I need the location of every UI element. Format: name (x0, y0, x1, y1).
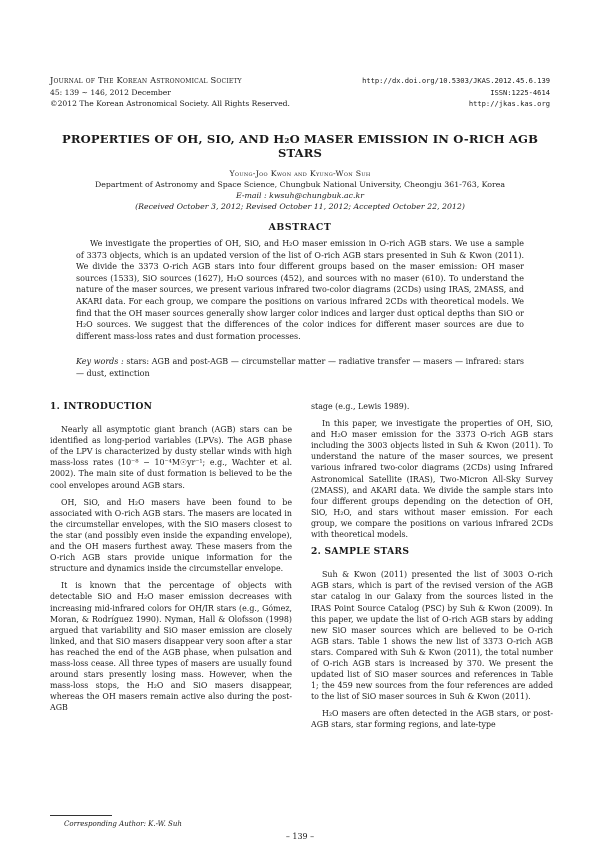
section-heading-sample-stars: 2. SAMPLE STARS (311, 546, 410, 558)
journal-copyright: ©2012 The Korean Astronomical Society. All Rights Reserved. (50, 99, 290, 108)
author-block (50, 168, 550, 212)
paragraph: In this paper, we investigate the properties of OH, SiO, and H₂O maser emission for the 3373 O-rich AGB stars including the 3003 objects listed in Suh & Kwon (2011). To understand the nature of the maser sources, we present various infrared two-color diagrams (2CDs) using Infrared Astronomical Satellite (IRAS), Two-Micron All-Sky Survey (2MASS), and AKARI data. We divide the sample stars into four different groups depending on the detection of OH, SiO, H₂O, and stars without maser emission. For each group, we compare the positions on various infrared 2CDs with theoretical models. (311, 419, 553, 540)
keywords-label: Key words : (76, 357, 124, 366)
journal-name: Journal of The Korean Astronomical Society (50, 75, 242, 85)
journal-volume: 45: 139 ∼ 146, 2012 December (50, 87, 171, 97)
right-column (311, 401, 553, 737)
paragraph: stage (e.g., Lewis 1989). (311, 402, 410, 411)
footnote-rule (50, 815, 112, 816)
journal-header (50, 75, 290, 110)
paragraph: H₂O masers are often detected in the AGB stars, or post-AGB stars, star forming regions, and late-type (311, 709, 553, 730)
doi-link[interactable]: http://dx.doi.org/10.5303/JKAS.2012.45.6.139 (362, 76, 550, 85)
page-number: – 139 – (285, 832, 315, 841)
left-column (50, 401, 292, 719)
issn: ISSN:1225-4614 (490, 87, 550, 97)
paragraph: It is known that the percentage of objects with detectable SiO and H₂O maser emission decreases with increasing mid-infrared colors for OH/IR stars (e.g., Gómez, Moran, & Rodríguez 1990). Nyman, Hall & Olofsson (1998) argued that variability and SiO maser emission are closely linked, and that SiO masers disappear very soon after a star has reached the end of the AGB phase, when pulsation and mass-loss cease. All three types of masers are usually found around stars presently losing mass. However, when the mass-loss stops, the H₂O and SiO masers disappear, whereas the OH masers remain active also during the post-AGB (50, 581, 292, 713)
footnote: Corresponding Author: K.-W. Suh (64, 820, 182, 828)
abstract-heading: ABSTRACT (268, 222, 332, 233)
email: E-mail : kwsuh@chungbuk.ac.kr (236, 191, 364, 200)
paragraph: Nearly all asymptotic giant branch (AGB) stars can be identified as long-period variables (LPVs). The AGB phase of the LPV is characterized by dusty stellar winds with high mass-loss rates (10⁻⁸ − 10⁻⁴M☉yr⁻¹; e.g., Wachter et al. 2002). The main site of dust formation is believed to be the cool envelopes around AGB stars. (50, 425, 292, 490)
paragraph: OH, SiO, and H₂O masers have been found to be associated with O-rich AGB stars. The masers are located in the circumstellar envelopes, with the SiO masers closest to the star (and possibly even inside the expanding envelope), and the OH masers furthest away. These masers from the O-rich AGB stars provide unique information for the structure and dynamics inside the circumstellar envelope. (50, 497, 292, 574)
section-heading-introduction: 1. INTRODUCTION (50, 401, 153, 412)
abstract-text: We investigate the properties of OH, SiO, and H₂O maser emission in O-rich AGB stars. We use a sample of 3373 objects, which is an updated version of the list of O-rich AGB stars presented in Suh & Kwon (2011). We divide the 3373 O-rich AGB stars into four different groups based on the maser emission: OH maser sources (1533), SiO sources (1627), H₂O sources (452), and sources with no maser (610). To understand the nature of the maser sources, we present various infrared two-color diagrams (2CDs) using IRAS, 2MASS, and AKARI data. For each group, we compare the positions on various infrared 2CDs with theoretical models. We find that the OH maser sources generally show larger color indices and larger dust optical depths than SiO or H₂O sources. We suggest that the differences of the color indices for different maser sources are due to different mass-loss rates and dust formation processes. (76, 239, 524, 341)
journal-url[interactable]: http://jkas.kas.org (468, 99, 550, 108)
affiliation: Department of Astronomy and Space Science, Chungbuk National University, Cheongju 361-763, Korea (95, 180, 505, 189)
dates: (Received October 3, 2012; Revised October 11, 2012; Accepted October 22, 2012) (135, 202, 465, 211)
keywords (76, 356, 524, 379)
paragraph: Suh & Kwon (2011) presented the list of 3003 O-rich AGB stars, which is part of the revised version of the AGB star catalog in our Galaxy from the sources listed in the IRAS Point Source Catalog (PSC) by Suh & Kwon (2009). In this paper, we update the list of O-rich AGB stars by adding new SiO maser sources which are believed to be O-rich AGB stars. Table 1 shows the new list of 3373 O-rich AGB stars. Compared with Suh & Kwon (2011), the total number of O-rich AGB stars is increased by 370. We present the updated list of SiO maser sources and references in Table 1; the 459 new sources from the four references are added to the list of SiO maser sources in Suh & Kwon (2011). (311, 570, 553, 702)
journal-identifiers (362, 75, 550, 110)
keywords-list: stars: AGB and post-AGB — circumstellar matter — radiative transfer — masers — infrared: stars — dust, extinction (76, 357, 524, 378)
paper-title: PROPERTIES OF OH, SIO, AND H₂O MASER EMISSION IN O-RICH AGB STARS (61, 132, 539, 160)
author-names: Young-Joo Kwon and Kyung-Won Suh (229, 169, 371, 178)
